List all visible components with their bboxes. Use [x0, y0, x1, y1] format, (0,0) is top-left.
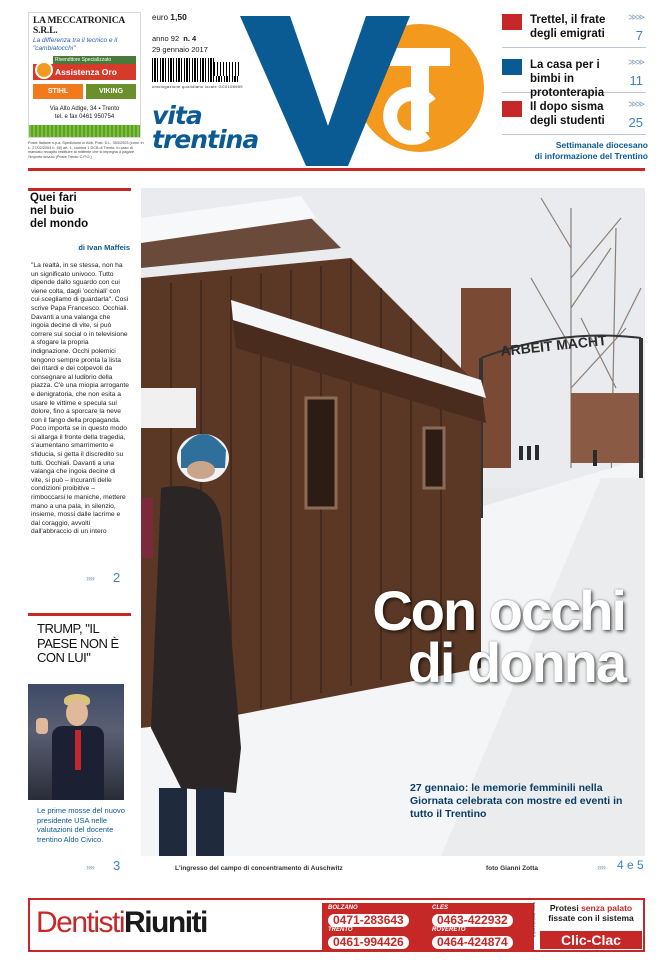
- index-marker: [502, 14, 522, 30]
- advert-badge: Rivenditore Specializzato: [53, 56, 136, 64]
- index-title: Trettel, il frate degli emigrati: [530, 14, 606, 40]
- chevrons-icon: »»: [86, 573, 95, 583]
- gate-sign: ARBEIT MACHT: [499, 331, 608, 359]
- index-title: Il dopo sisma degli studenti: [530, 101, 605, 127]
- chevrons-icon: ≫≫: [628, 57, 643, 67]
- phone-list: [322, 903, 534, 951]
- barcode-text: omologazione quotidiano locale GC0108989: [152, 84, 243, 89]
- phone-bolzano[interactable]: BOLZANO 0471-283643: [328, 905, 428, 929]
- masthead-tagline: Settimanale diocesano di informazione del Trentino: [534, 140, 648, 161]
- auschwitz-scene: [141, 188, 645, 856]
- phone-trento[interactable]: TRENTO 0461-994426: [328, 927, 428, 951]
- trump-page-link[interactable]: 3: [113, 858, 121, 873]
- phone-rovereto[interactable]: ROVERETO 0464-424874: [432, 927, 532, 951]
- advert-slogan: La differenza tra il tecnico e il "cambiatocchi": [33, 37, 118, 52]
- price: euro 1,50: [152, 12, 187, 22]
- editorial-page-link[interactable]: 2: [113, 570, 121, 585]
- chevrons-icon: ≫≫: [628, 12, 643, 22]
- index-page: 7: [635, 28, 643, 43]
- chevrons-icon: ≫≫: [628, 99, 643, 109]
- chevrons-icon: »»: [597, 862, 606, 872]
- main-subhead: 27 gennaio: le memorie femminili nella Giornata celebrata con mostre ed eventi in tutto il Trentino: [410, 782, 623, 820]
- advert-address: Via Alto Adige, 34 ▪ Trento tel. e fax 0461 950754: [49, 105, 120, 120]
- index-marker: [502, 59, 522, 75]
- trump-caption: Le prime mosse del nuovo presidente USA nelle valutazioni del docente trentino Aldo Civico.: [37, 806, 125, 844]
- year-label: anno 92: [152, 34, 180, 43]
- trump-headline[interactable]: TRUMP, "IL PAESE NON È CON LUI": [37, 621, 119, 665]
- index-item-trettel[interactable]: [502, 10, 646, 48]
- photo-caption: L'ingresso del campo di concentramento di Auschwitz: [175, 865, 343, 872]
- advert-service: Assistenza Oro: [33, 64, 136, 80]
- vt-logo[interactable]: [240, 8, 490, 168]
- advert-logos: [33, 84, 136, 99]
- index-item-sisma[interactable]: [502, 97, 646, 135]
- index-item-protonterapia[interactable]: [502, 55, 646, 99]
- issue-number: n. 4: [183, 34, 197, 43]
- photo-credit: foto Gianni Zotta: [486, 865, 538, 872]
- advert-meccatronica[interactable]: [28, 12, 141, 138]
- stihl-logo: STIHL: [33, 84, 83, 99]
- advert-protesi: Protesi senza palato fissate con il sistema: [548, 903, 634, 923]
- advert-clic-clac: Clic-Clac: [540, 931, 642, 949]
- editorial-author: di Ivan Maffeis: [78, 243, 130, 252]
- issue-date: 29 gennaio 2017: [152, 45, 208, 55]
- main-photo: [141, 188, 645, 856]
- advert-url[interactable]: www.dentistiriuniti.it: [532, 902, 537, 937]
- editorial-body: "La realtà, in se stessa, non ha un significato univoco. Tutto dipende dallo sguardo con cui viene colta, dagli 'occhiali' con cui scegliamo di guardarla". Così scrive Papa Francesco. Occhiali. Davanti a una valanga che ingoia decine di vite, si può correre sui social o in televisione a sfogare la propria indignazione. Occhi polemici tengono sempre pronta la lista dei ritardi e dei colpevoli da consegnare al ludibrio della piazza. C'è una miopia arrogante e denigratoria, che non esita a usare le vittime e specula sul dolore, fino a sporcare la neve con il fango della propaganda. Poco importa se in questo modo si allarga il fronte della tragedia, s'aumentano smarrimento e sfiducia, si getta il discredito su tutti. Occhiali. Davanti a una valanga che ingoia decine di vite, si può – incuranti delle condizioni proibitive – rimboccarsi le maniche, mettere mano a una pala, in silenzio, insieme, mossi dalle lacrime e dal coraggio, avvolti dall'abbraccio di un intero: [31, 262, 129, 536]
- barcode-addon: [214, 58, 240, 76]
- main-headline[interactable]: Con occhi di donna: [372, 579, 625, 694]
- advert-brand: DentistiRiuniti: [36, 906, 207, 939]
- editorial-title[interactable]: Quei fari nel buio del mondo: [30, 192, 89, 230]
- advert-dentisti-riuniti[interactable]: [28, 898, 645, 952]
- advert-brand: LA MECCATRONICA S.R.L.: [33, 16, 125, 36]
- index-marker: [502, 101, 522, 117]
- chevrons-icon: »»: [86, 862, 95, 872]
- phone-cles[interactable]: CLES 0463-422932: [432, 905, 532, 929]
- grass-decoration: [29, 125, 140, 137]
- masthead-divider: [28, 168, 645, 171]
- gear-icon: [35, 61, 53, 79]
- main-page-link[interactable]: 4 e 5: [617, 858, 644, 872]
- viking-logo: VIKING: [86, 84, 136, 99]
- issue-info: [152, 33, 208, 56]
- index-title: La casa per i bimbi in protonterapia: [530, 59, 605, 99]
- postal-fine-print: Poste Italiane s.p.a. Spedizione in Abb. Post. D.L. 353/2003 (conv. in L. 27/02/2004 n. 46) art. 1, comma 1 DCB di Trento. In caso di mancato recapito restituire al mittente che si impegna a pagare l'importo dovuto (Poste Trento C.P.O.): [28, 141, 144, 160]
- index-page: 25: [628, 115, 643, 130]
- index-page: 11: [629, 73, 643, 88]
- masthead-title[interactable]: vita trentina: [152, 101, 259, 154]
- trump-photo: [28, 684, 124, 800]
